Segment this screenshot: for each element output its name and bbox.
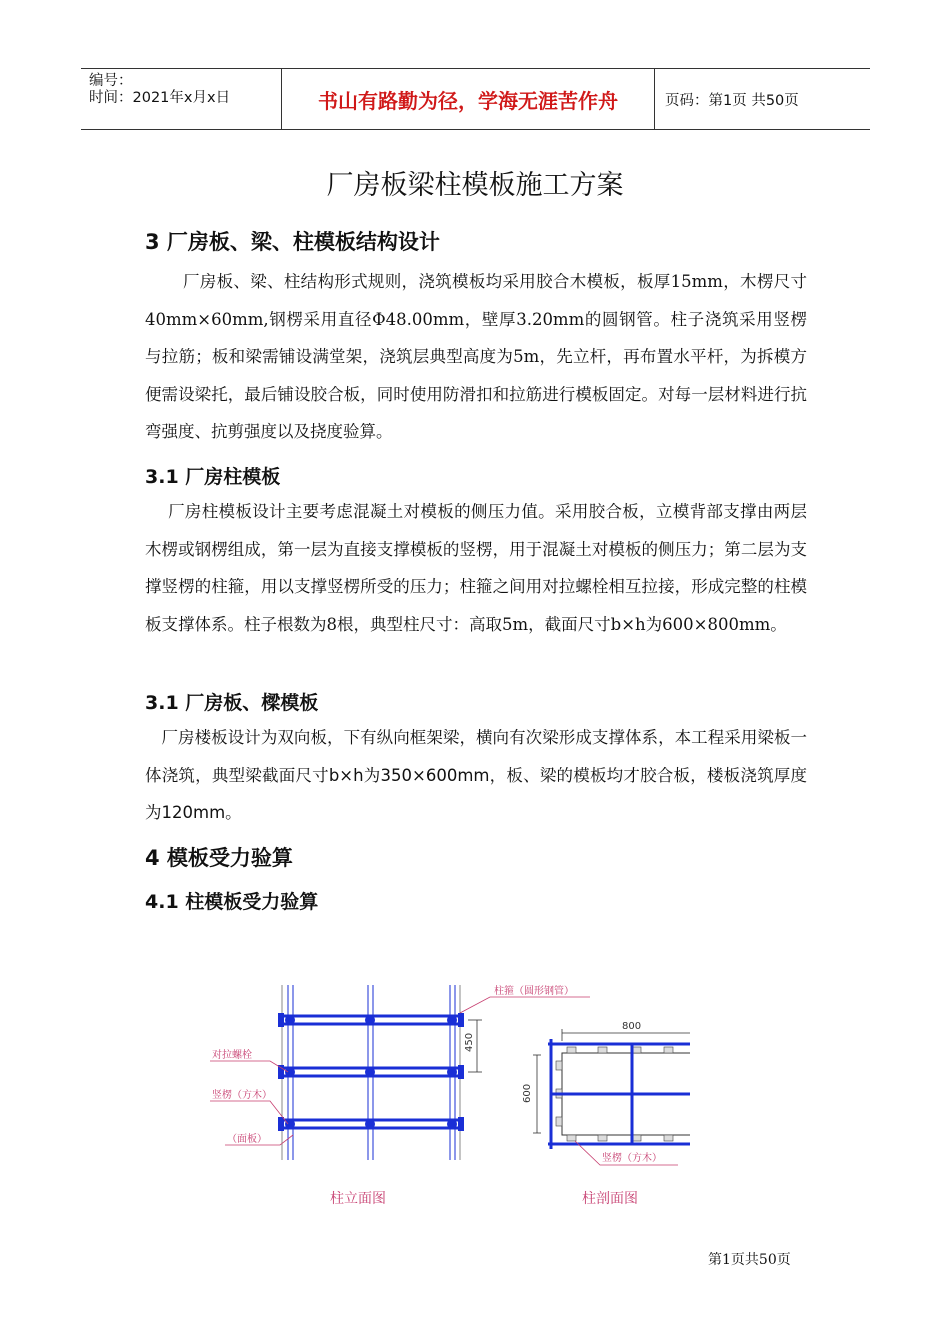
number-label: 编号： [89, 73, 133, 89]
time-label: 时间：2021年x月x日 [89, 90, 231, 106]
dim-600-label: 600 [522, 1083, 533, 1103]
page-footer: 第1页共50页 [708, 1252, 791, 1268]
label-panel: （面板） [227, 1134, 267, 1145]
column-drawings-svg [170, 975, 690, 1215]
label-stud: 竖楞（方木） [212, 1090, 272, 1101]
section-4-1-heading: 4.1 柱模板受力验算 [145, 891, 319, 913]
section-3-1-paragraph: 厂房柱模板设计主要考虑混凝土对模板的侧压力值。采用胶合板，立模背部支撑由两层木楞或钢楞组成，第一层为直接支撑模板的竖楞，用于混凝土对模板的侧压力；第二层为支撑竖楞的柱箍，用以支撑竖楞所受的压力；柱箍之间用对拉螺栓相互拉接，形成完整的柱模板支撑体系。柱子根数为8根，典型柱尺寸：高取5m，截面尺寸b×h为600×800mm。 [145, 502, 807, 634]
section-drawing [522, 1021, 690, 1165]
section-3-1b-paragraph: 厂房楼板设计为双向板，下有纵向框架梁，横向有次梁形成支撑体系，本工程采用梁板一体浇筑，典型梁截面尺寸b×h为350×600mm，板、梁的模板均才胶合板，楼板浇筑厚度为120mm。 [145, 728, 807, 822]
column-formwork-figure [170, 975, 690, 1215]
section-3-heading: 3 厂房板、梁、柱模板结构设计 [145, 230, 440, 254]
caption-section: 柱剖面图 [582, 1191, 638, 1207]
label-stud-section: 竖楞（方木） [602, 1153, 662, 1164]
page-header [81, 68, 870, 130]
header-page-info: 页码：第1页 共50页 [665, 92, 799, 109]
caption-elevation: 柱立面图 [330, 1191, 386, 1207]
header-meta [81, 69, 281, 129]
section-3-1b-heading: 3.1 厂房板、樑模板 [145, 692, 319, 714]
section-4-heading: 4 模板受力验算 [145, 846, 293, 870]
label-hoop: 柱箍（圆形钢管） [494, 986, 574, 997]
elevation-drawing [210, 984, 590, 1160]
dim-800-label: 800 [622, 1021, 642, 1032]
section-3-1-heading: 3.1 厂房柱模板 [145, 466, 281, 488]
section-3-paragraph: 厂房板、梁、柱结构形式规则，浇筑模板均采用胶合木模板，板厚15mm，木楞尺寸40mm×60mm,钢楞采用直径Φ48.00mm，壁厚3.20mm的圆钢管。柱子浇筑采用竖楞与拉筋；板和梁需铺设满堂架，浇筑层典型高度为5m，先立杆，再布置水平杆，为拆模方便需设梁托，最后铺设胶合板，同时使用防滑扣和拉筋进行模板固定。对每一层材料进行抗弯强度、抗剪强度以及挠度验算。 [145, 272, 807, 441]
label-bolt: 对拉螺栓 [212, 1050, 252, 1061]
document-title: 厂房板梁柱模板施工方案 [326, 170, 624, 201]
header-motto: 书山有路勤为径，学海无涯苦作舟 [281, 69, 655, 129]
dim-450-label: 450 [464, 1032, 475, 1052]
